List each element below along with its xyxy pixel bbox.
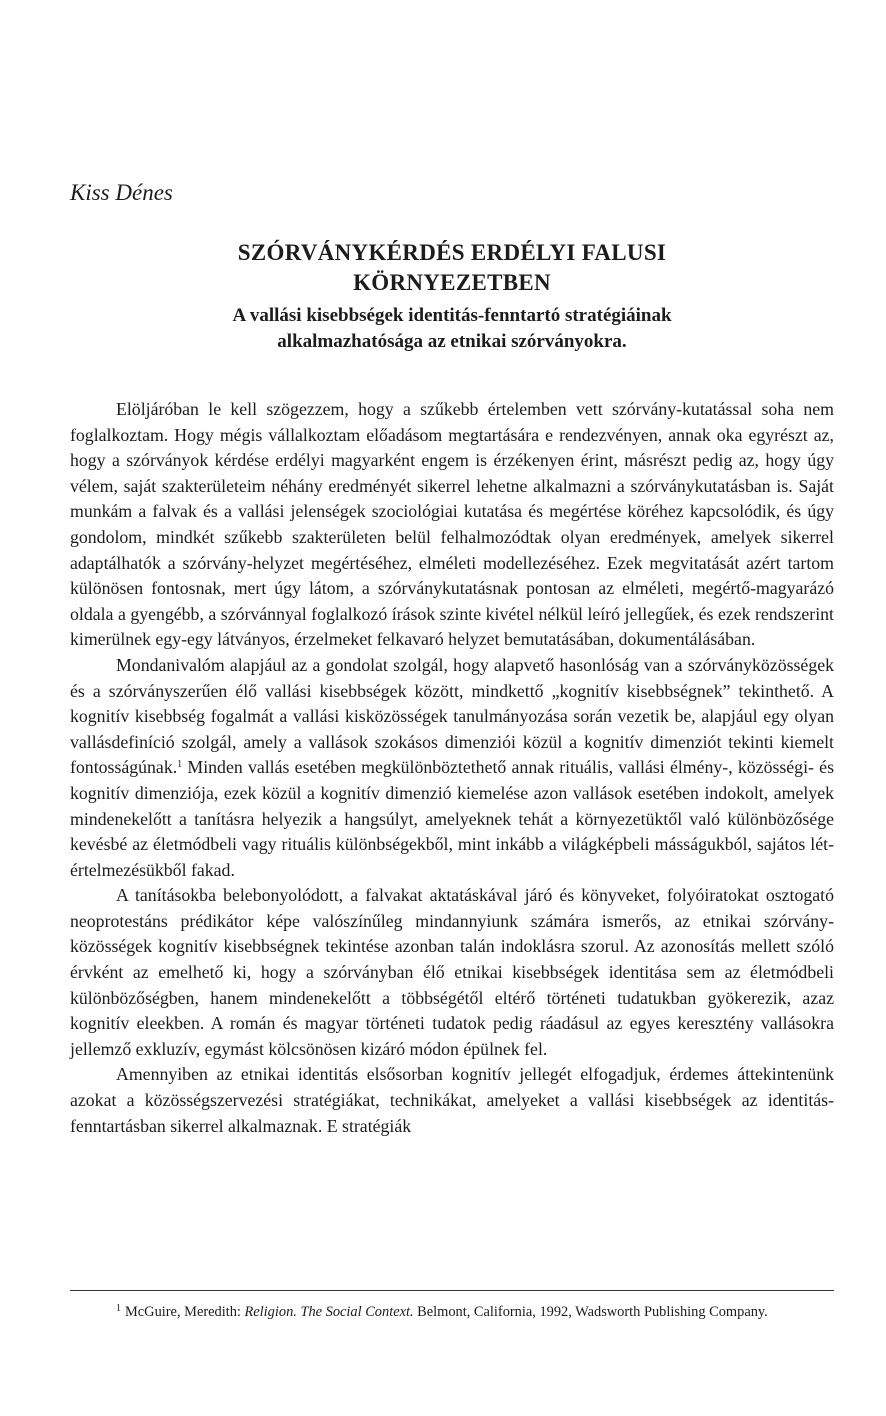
article-subtitle xyxy=(70,303,834,355)
footnote-title: Religion. The Social Context. xyxy=(244,1304,414,1320)
article-title xyxy=(70,238,834,298)
paragraph-2-continuation: Minden vallás esetében megkülönböztethető annak rituális, vallási élmény-, közösségi- és kognitív dimenziója, ezek közül a kognitív dimenzió kiemelése azon vallások esetében indokolt, amelyek mindenekelőtt a tanításra helyezik a hangsúlyt, amelyeknek tehát a környezetüktől való különbözősége kevésbé az életmódbeli vagy rituális különbségekből, mint inkább a világképbeli másságukból, sajátos lét-értelmezésükből fakad. xyxy=(70,757,834,880)
footnote xyxy=(70,1298,834,1323)
author-name: Kiss Dénes xyxy=(70,180,173,205)
footnote-reference[interactable]: 1 xyxy=(177,759,183,771)
article-body xyxy=(70,397,834,1139)
title-line-1: SZÓRVÁNYKÉRDÉS ERDÉLYI FALUSI xyxy=(237,240,667,265)
paragraph-3: A tanításokba belebonyolódott, a falvakat aktatáskával járó és könyveket, folyóiratokat osztogató neoprotestáns prédikátor képe valószínűleg mindannyiunk számára ismerős, az etnikai szórvány-közösségek kognitív kisebbségnek tekintése azonban talán indoklásra szorul. Az azonosítás mellett szóló érvként az emelhető ki, hogy a szórványban élő etnikai kisebbségek identitása sem az életmódbeli különbözőségben, hanem mindenekelőtt a többségétől eltérő történeti tudatukban gyökerezik, azaz kognitív eleekben. A román és magyar történeti tudatok pedig ráadásul az egyes keresztény vallásokra jellemző exkluzív, egymást kölcsönösen kizáró módon épülnek fel. xyxy=(70,885,834,1059)
title-line-2: KÖRNYEZETBEN xyxy=(353,270,551,295)
footnote-text-after: Belmont, California, 1992, Wadsworth Publishing Company. xyxy=(413,1304,768,1320)
paragraph-4: Amennyiben az etnikai identitás elsősorban kognitív jellegét elfogadjuk, érdemes áttekintenünk azokat a közösségszervezési stratégiákat, technikákat, amelyeket a vallási kisebbségek az identitás-fenntartásban sikerrel alkalmaznak. E stratégiák xyxy=(70,1064,834,1136)
paragraph-2 xyxy=(70,653,834,883)
subtitle-line-2: alkalmazhatósága az etnikai szórványokra. xyxy=(277,331,627,352)
footnote-divider xyxy=(70,1290,834,1291)
paragraph-1: Elöljáróban le kell szögezzem, hogy a szűkebb értelemben vett szórvány-kutatással soha nem foglalkoztam. Hogy mégis vállalkoztam előadásom megtartására e rendezvényen, annak oka egyrészt az, hogy a szórványok kérdése erdélyi magyarként engem is érzékenyen érint, másrészt pedig az, hogy úgy vélem, saját szakterületeim néhány eredményét sikerrel lehetne alkalmazni a szórványkutatásban is. Saját munkám a falvak és a vallási jelenségek szociológiai kutatása és megértése köréhez kapcsolódik, és úgy gondolom, mindkét szűkebb szakterületen belül felhalmozódtak olyan eredmények, amelyek sikerrel adaptálhatók a szórvány-helyzet megértéséhez, elméleti modellezéséhez. Ezek megvitatását azért tartom különösen fontosnak, mert úgy látom, a szórványkutatásnak pontosan az elméleti, megértő-magyarázó oldala a gyengébb, a szórvánnyal foglalkozó írások szinte kivétel nélkül leíró jellegűek, és ezek rendszerint kimerülnek egy-egy látványos, érzelmeket felkavaró helyzet bemutatásában, dokumentálásában. xyxy=(70,399,834,650)
paragraph-2-text: Mondanivalóm alapjául az a gondolat szolgál, hogy alapvető hasonlóság van a szórványközösségek és a szórványszerűen élő vallási kisebbségek között, mindkettő „kognitív kisebbségnek” tekinthető. A kognitív kisebbség fogalmát a vallási kisközösségek tanulmányozása során vezetik be, alapjául egy olyan vallásdefiníció szolgál, amely a vallások szokásos dimenziói közül a kognitív dimenziót tekinti kiemelt fontosságúnak. xyxy=(70,654,834,778)
footnote-mark: 1 xyxy=(116,1303,121,1314)
subtitle-line-1: A vallási kisebbségek identitás-fenntartó stratégiáinak xyxy=(232,305,672,326)
footnote-text-before: McGuire, Meredith: xyxy=(125,1304,245,1320)
